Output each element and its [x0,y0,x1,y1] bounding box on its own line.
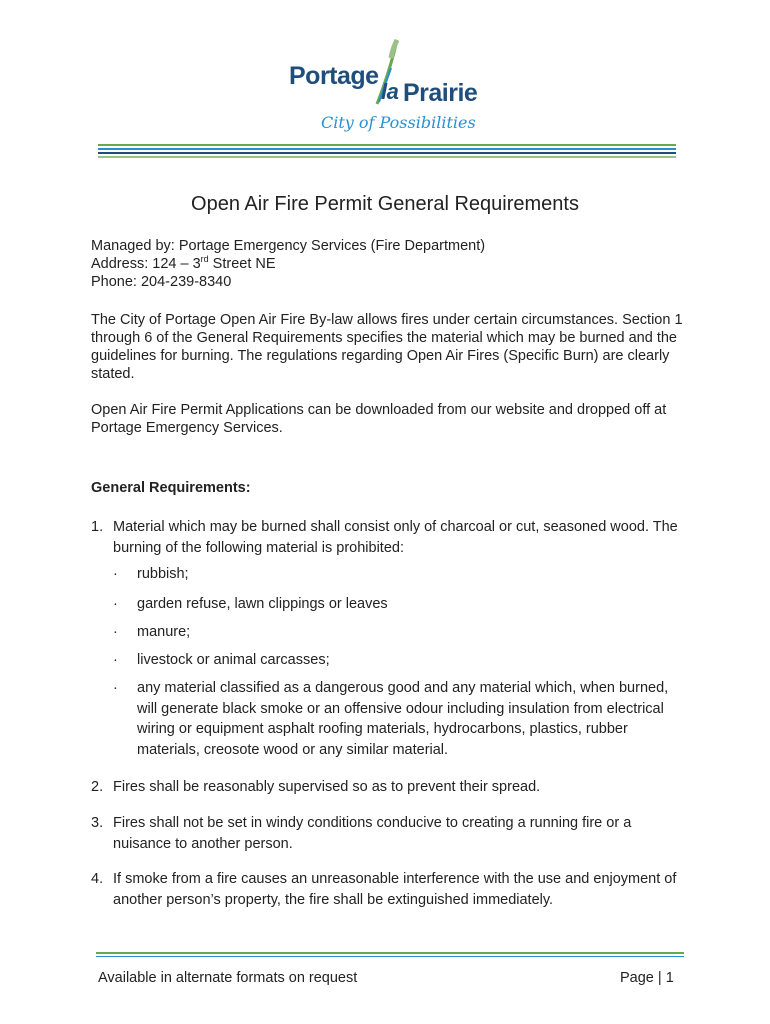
item-text: Material which may be burned shall consist only of charcoal or cut, seasoned wood. The burning of the following material is prohibited: [113,519,678,556]
page-number: Page | 1 [620,970,674,986]
bullet-icon: · [113,680,118,696]
stripe [98,148,676,150]
bullet-icon: · [113,652,118,668]
logo-tagline: City of Possibilities [321,113,476,132]
bullet-icon: · [113,596,118,612]
download-paragraph: Open Air Fire Permit Applications can be downloaded from our website and dropped off at Portage Emergency Services. [91,402,667,436]
item-number: 2. [91,779,104,795]
phone: Phone: 204-239-8340 [91,274,232,290]
item-text: Fires shall not be set in windy conditions conducive to creating a running fire or a nuisance to another person. [113,815,632,852]
bullet-icon: · [113,566,118,582]
item-text: Fires shall be reasonably supervised so as to prevent their spread. [113,779,541,795]
contact-block [91,237,691,291]
item-number: 4. [91,871,104,887]
footer-divider [96,952,684,954]
city-logo [285,38,495,138]
item-text: If smoke from a fire causes an unreasonable interference with the use and enjoyment of another person’s property, the fire shall be extinguished immediately. [113,871,677,908]
stripe [98,156,676,158]
address: Address: 124 – 3rd Street NE [91,254,276,272]
stripe [98,144,676,146]
footer-note: Available in alternate formats on request [98,970,358,986]
managed-by: Managed by: Portage Emergency Services (Fire Department) [91,238,486,254]
intro-paragraph: The City of Portage Open Air Fire By-law allows fires under certain circumstances. Section 1 through 6 of the General Requirements specifies the material which may be burned and the guidelines for burning. The regulations regarding Open Air Fires (Specific Burn) are clearly stated. [91,312,683,382]
header-stripes [98,144,676,160]
stripe [98,152,676,154]
logo-portage-text: Portage [289,62,379,90]
logo-la-text: la [381,79,399,104]
page-title: Open Air Fire Permit General Requirements [191,193,579,215]
bullet-icon: · [113,624,118,640]
section-heading: General Requirements: [91,480,251,496]
footer-divider [96,956,684,957]
item-number: 1. [91,519,104,535]
logo-prairie-text: Prairie [403,79,478,107]
item-number: 3. [91,815,104,831]
document-page: Portage la Prairie City of Possibilities Open Air Fire Permit General Requirements Managed by: Portage Emergency Services (Fire Department) Address: 124 – 3rd Street NE Phone: 204-239-8340 The City of Portage Open Air Fire By-law allows fires under certain circumstances. Section 1 through 6 of the General Requirements specifies the material which may be burned and the guidelines for burning. The regulations regarding Open Air Fires (Specific Burn) are clearly stated. Open Air Fire Permit Applications can be downloaded from our website and dropped off at Portage Emergency Services. General Requirements: 1. Material which may be burned shall consist only of charcoal or cut, seasoned wood. The burning of the following material is prohibited: · rubbish; · garden refuse, lawn clippings or leaves · manure; · livestock or animal carcasses; · any material classified as a dangerous good and any material which, when burned, will generate black smoke or an offensive odour including insulation from electrical wiring or equipment asphalt roofing materials, hydrocarbons, plastics, rubber materials, creosote wood or any similar material. 2. Fires shall be reasonably supervised so as to prevent their spread. 3. Fires shall not be set in windy conditions conducive to creating a running fire or a nuisance to another person. 4. If smoke from a fire causes an unreasonable interference with the use and enjoyment of another person’s property, the fire shall be extinguished immediately. Available in alternate formats on request Page | 1 [0,0,770,1024]
